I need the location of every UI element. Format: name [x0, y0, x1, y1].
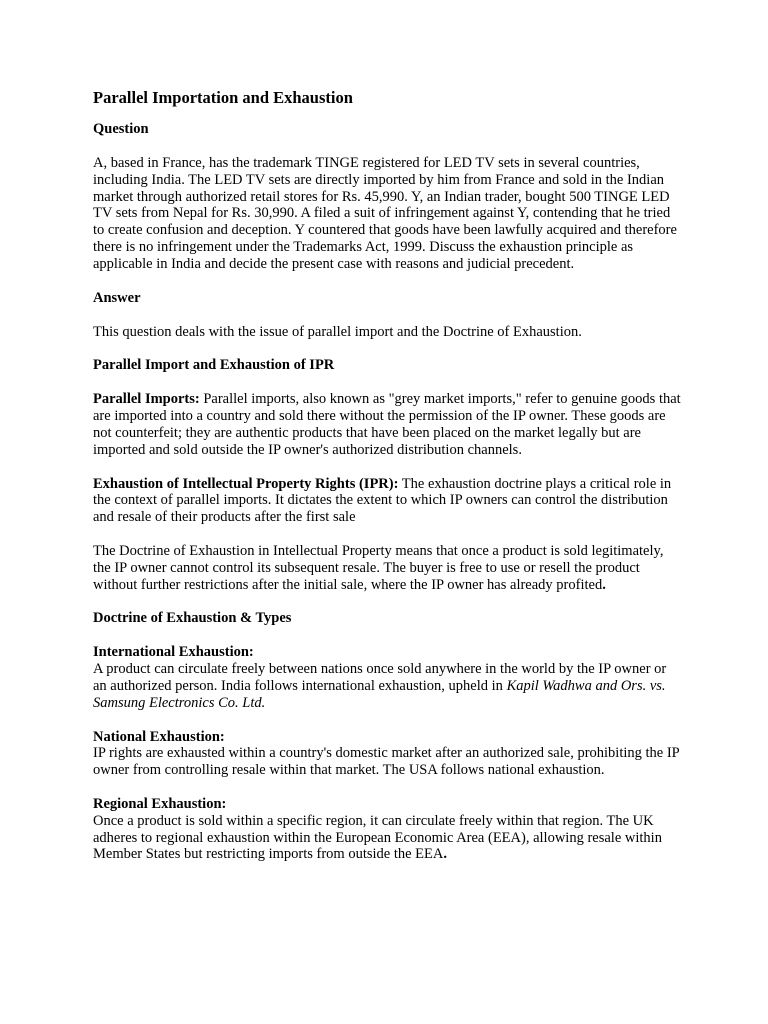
doctrine-text: The Doctrine of Exhaustion in Intellectual Property means that once a product is sold legitimately, the IP owner cannot control its subsequent resale. The buyer is free to use or resell the product without further restrictions after the initial sale, where the IP owner has already profited: [93, 542, 664, 593]
question-heading: Question: [93, 121, 149, 137]
international-exhaustion-label: International Exhaustion:: [93, 644, 254, 661]
document-page: [93, 87, 683, 880]
international-case-citation: Kapil Wadhwa and Ors. vs. Samsung Electronics Co. Ltd.: [93, 677, 666, 711]
international-exhaustion-paragraph: [93, 644, 683, 711]
parallel-imports-paragraph: [93, 391, 683, 458]
exhaustion-label: Exhaustion of Intellectual Property Rights (IPR):: [93, 475, 399, 492]
regional-exhaustion-paragraph: [93, 796, 683, 863]
exhaustion-text: The exhaustion doctrine plays a critical role in the context of parallel imports. It dictates the extent to which IP owners can control the distribution and resale of their products after the first sale: [93, 475, 672, 526]
national-exhaustion-label: National Exhaustion:: [93, 728, 225, 745]
international-exhaustion-text: A product can circulate freely between nations once sold anywhere in the world by the IP owner or an authorized person. India follows international exhaustion, upheld in: [93, 661, 667, 694]
regional-exhaustion-text: Once a product is sold within a specific region, it can circulate freely within that region. The UK adheres to regional exhaustion within the European Economic Area (EEA), allowing resale within Member States but restricting imports from outside the EEA: [93, 812, 662, 863]
regional-text-end: .: [443, 846, 447, 863]
exhaustion-paragraph: [93, 476, 683, 526]
national-exhaustion-paragraph: [93, 729, 683, 779]
document-title: Parallel Importation and Exhaustion: [93, 88, 353, 107]
doctrine-types-heading: Doctrine of Exhaustion & Types: [93, 610, 292, 627]
answer-heading: Answer: [93, 289, 141, 306]
parallel-imports-text: Parallel imports, also known as "grey market imports," refer to genuine goods that are imported into a country and sold there without the permission of the IP owner. These goods are not counterfeit; they are authentic products that have been placed on the market legally but are imported and sold outside the IP owner's authorized distribution channels.: [93, 391, 681, 458]
question-text: A, based in France, has the trademark TINGE registered for LED TV sets in several countries, including India. The LED TV sets are directly imported by him from France and sold in the Indian market through authorized retail stores for Rs. 45,990. Y, an Indian trader, bought 500 TINGE LED TV sets from Nepal for Rs. 30,990. A filed a suit of infringement against Y, contending that he tried to create confusion and deception. Y countered that goods have been lawfully acquired and therefore there is no infringement under the Trademarks Act, 1999. Discuss the exhaustion principle as applicable in India and decide the present case with reasons and judicial precedent.: [93, 155, 677, 272]
doctrine-text-end: .: [602, 576, 606, 593]
parallel-imports-label: Parallel Imports:: [93, 391, 200, 408]
regional-exhaustion-label: Regional Exhaustion:: [93, 795, 227, 812]
national-exhaustion-text: IP rights are exhausted within a country's domestic market after an authorized sale, prohibiting the IP owner from controlling resale within that market. The USA follows national exhaustion.: [93, 745, 680, 779]
parallel-import-heading: Parallel Import and Exhaustion of IPR: [93, 357, 335, 374]
answer-intro: This question deals with the issue of parallel import and the Doctrine of Exhaustion.: [93, 323, 582, 340]
doctrine-paragraph: [93, 543, 683, 593]
